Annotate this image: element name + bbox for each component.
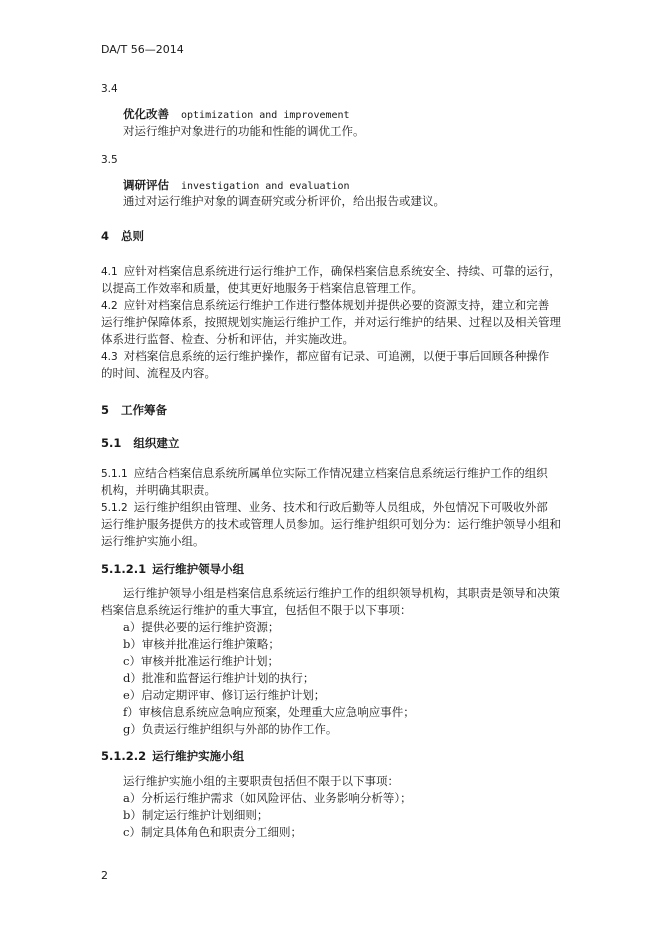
section-4-title: 总则 [121, 229, 145, 243]
list-item-label: a） [123, 791, 142, 805]
term-3-5-cn: 调研评估 [123, 178, 169, 192]
section-5-1-heading [101, 435, 179, 451]
para-4-1-text-1: 应针对档案信息系统进行运行维护工作，确保档案信息系统安全、持续、可靠的运行， [123, 264, 561, 278]
section-5-1-title: 组织建立 [133, 436, 180, 450]
section-5-1-2-1-heading [101, 561, 244, 577]
list-item-text: 批准和监督运行维护计划的执行； [141, 671, 315, 685]
list-item-label: f） [123, 705, 139, 719]
list-item-label: b） [123, 808, 142, 822]
section-5-1-number: 5.1 [101, 436, 122, 450]
list-item-label: c） [123, 654, 141, 668]
para-5-1-2-text-1: 运行维护组织由管理、业务、技术和行政后勤等人员组成，外包情况下可吸收外部 [133, 500, 548, 514]
list-item-text: 审核并批准运行维护策略； [141, 637, 280, 651]
list-item-label: e） [123, 688, 142, 702]
definition-3-4: 对运行维护对象进行的功能和性能的调优工作。 [123, 124, 365, 138]
section-4-number: 4 [101, 229, 110, 243]
list-item-text: 分析运行维护需求（如风险评估、业务影响分析等）； [141, 791, 412, 805]
list-item [123, 636, 280, 652]
list-item [123, 619, 279, 635]
list-item [123, 721, 337, 737]
section-5-1-2-2-heading [101, 748, 244, 764]
para-4-2-line-2: 运行维护保障体系，按照规划实施运行维护工作，并对运行维护的结果、过程以及相关管理 [101, 315, 561, 329]
para-5-1-2-line-1 [101, 499, 548, 516]
list-item-label: b） [123, 637, 142, 651]
para-4-2-number: 4.2 [101, 300, 118, 312]
para-5-1-2-number: 5.1.2 [101, 502, 128, 514]
definition-3-5: 通过对运行维护对象的调查研究或分析评价，给出报告或建议。 [123, 194, 445, 208]
para-4-2-line-3: 体系进行监督、检查、分析和评估，并实施改进。 [101, 332, 354, 346]
para-4-2-text-1: 应针对档案信息系统运行维护工作进行整体规划并提供必要的资源支持，建立和完善 [123, 298, 550, 312]
list-item [123, 790, 412, 806]
list-item-label: c） [123, 825, 141, 839]
section-5-1-2-2-number: 5.1.2.2 [101, 749, 147, 763]
list-item [123, 704, 415, 720]
document-code: DA/T 56—2014 [101, 43, 184, 56]
para-5-1-1-text-1: 应结合档案信息系统所属单位实际工作情况建立档案信息系统运行维护工作的组织 [133, 466, 548, 480]
list-item [123, 670, 314, 686]
list-item-text: 负责运行维护组织与外部的协作工作。 [141, 722, 338, 736]
list-item [123, 807, 268, 823]
section-5-1-2-2-title: 运行维护实施小组 [152, 749, 245, 763]
para-4-3-number: 4.3 [101, 351, 118, 363]
list-item [123, 824, 302, 840]
list-item-text: 审核信息系统应急响应预案，处理重大应急响应事件； [138, 705, 415, 719]
para-5-1-1-line-2: 机构，并明确其职责。 [101, 483, 216, 497]
list-item-label: g） [123, 722, 142, 736]
section-3-4-number: 3.4 [101, 83, 118, 95]
section-4-heading [101, 228, 144, 244]
list-item-text: 制定具体角色和职责分工细则； [140, 825, 302, 839]
para-4-2-line-1 [101, 297, 549, 314]
section-5-heading [101, 402, 167, 418]
implementation-intro: 运行维护实施小组的主要职责包括但不限于以下事项： [123, 774, 399, 788]
list-item-label: d） [123, 671, 142, 685]
para-5-1-2-line-3: 运行维护实施小组。 [101, 534, 205, 548]
section-5-number: 5 [101, 403, 110, 417]
leadership-intro-line-2: 档案信息系统运行维护的重大事宜，包括但不限于以下事项： [101, 603, 412, 617]
section-5-title: 工作筹备 [121, 403, 168, 417]
list-item-text: 审核并批准运行维护计划； [140, 654, 279, 668]
para-5-1-1-number: 5.1.1 [101, 468, 128, 480]
list-item-text: 启动定期评审、修订运行维护计划； [141, 688, 326, 702]
para-4-3-line-1 [101, 348, 549, 365]
list-item-label: a） [123, 620, 142, 634]
term-3-4-en: optimization and improvement [181, 110, 350, 121]
list-item [123, 653, 279, 669]
list-item [123, 687, 325, 703]
section-5-1-2-1-number: 5.1.2.1 [101, 562, 147, 576]
para-4-1-line-1 [101, 263, 561, 280]
term-3-5-en: investigation and evaluation [181, 181, 350, 192]
list-item-text: 制定运行维护计划细则； [141, 808, 269, 822]
para-4-1-number: 4.1 [101, 266, 118, 278]
section-3-5-number: 3.5 [101, 154, 118, 166]
list-item-text: 提供必要的运行维护资源； [141, 620, 280, 634]
term-3-4 [123, 106, 350, 124]
page-number: 2 [101, 869, 108, 882]
para-5-1-1-line-1 [101, 465, 548, 482]
leadership-intro-line-1: 运行维护领导小组是档案信息系统运行维护工作的组织领导机构，其职责是领导和决策 [123, 586, 560, 600]
para-4-1-line-2: 以提高工作效率和质量，使其更好地服务于档案信息管理工作。 [101, 281, 423, 295]
para-4-3-text-1: 对档案信息系统的运行维护操作，都应留有记录、可追溯，以便于事后回顾各种操作 [123, 349, 550, 363]
section-5-1-2-1-title: 运行维护领导小组 [152, 562, 245, 576]
term-3-4-cn: 优化改善 [123, 107, 169, 121]
para-5-1-2-line-2: 运行维护服务提供方的技术或管理人员参加。运行维护组织可划分为：运行维护领导小组和 [101, 517, 561, 531]
para-4-3-line-2: 的时间、流程及内容。 [101, 366, 216, 380]
